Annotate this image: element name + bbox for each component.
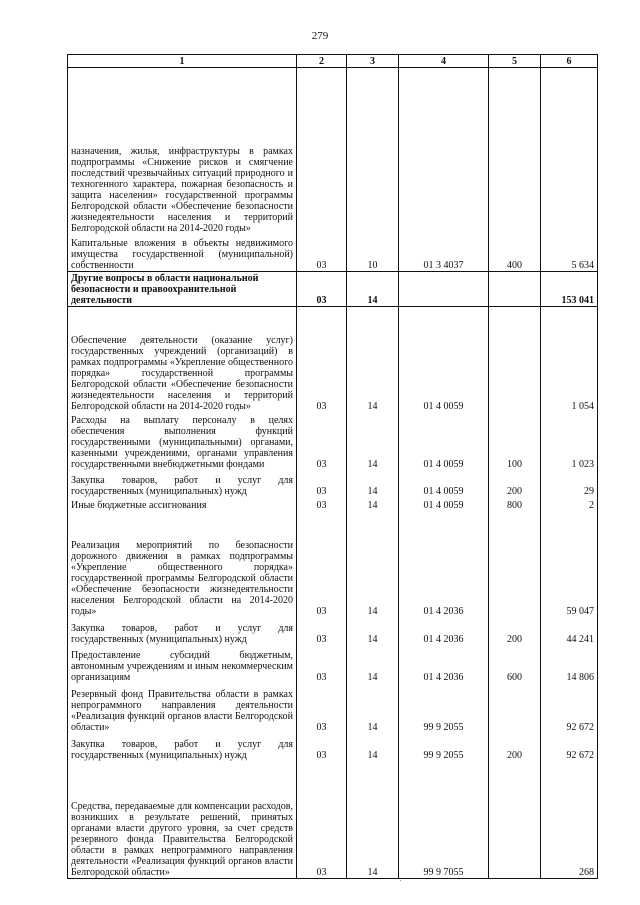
col-header-2: 2 (297, 55, 347, 68)
row-expense-type: 200 (489, 733, 541, 761)
row-expense-type (489, 68, 541, 234)
row-target-article: 01 4 0059 (399, 470, 489, 497)
row-subsection: 14 (347, 511, 399, 617)
col-header-6: 6 (541, 55, 598, 68)
row-target-article: 01 4 0059 (399, 412, 489, 470)
row-amount: 268 (541, 761, 598, 879)
row-target-article: 01 4 2036 (399, 617, 489, 645)
row-subsection: 14 (347, 617, 399, 645)
row-name: Средства, передаваемые для компенсации расходов, возникших в результате решений, принятых органами власти другого уровня, за счет средств резервного фонда Правительства Белгородской области в рамках непрограммного направления деятельности «Реализация функций органов власти Белгородской области» (68, 761, 297, 879)
row-target-article: 01 3 4037 (399, 234, 489, 272)
row-target-article: 99 9 7055 (399, 761, 489, 879)
col-header-4: 4 (399, 55, 489, 68)
row-target-article: 99 9 2055 (399, 733, 489, 761)
table-row (68, 645, 598, 683)
table-row (68, 683, 598, 733)
row-amount: 92 672 (541, 683, 598, 733)
row-expense-type (489, 272, 541, 307)
row-amount: 92 672 (541, 733, 598, 761)
row-section: 03 (297, 617, 347, 645)
row-subsection: 14 (347, 497, 399, 511)
row-name: Резервный фонд Правительства области в рамках непрограммного направления деятельности «Реализация функций органов власти Белгородской области» (68, 683, 297, 733)
row-target-article (399, 68, 489, 234)
header-row (68, 55, 598, 68)
table-row (68, 497, 598, 511)
table-row (68, 733, 598, 761)
row-expense-type: 100 (489, 412, 541, 470)
row-section: 03 (297, 272, 347, 307)
row-expense-type (489, 761, 541, 879)
row-expense-type (489, 511, 541, 617)
row-amount: 14 806 (541, 645, 598, 683)
row-name: Расходы на выплату персоналу в целях обеспечения выполнения функций государственными (муниципальными) органами, казенными учреждениями, органами управления государственными внебюджетными фондами (68, 412, 297, 470)
table-row (68, 234, 598, 272)
col-header-3: 3 (347, 55, 399, 68)
row-target-article (399, 272, 489, 307)
row-section: 03 (297, 497, 347, 511)
row-subsection: 10 (347, 234, 399, 272)
page-number: 279 (311, 30, 329, 42)
section-row (68, 272, 598, 307)
row-name: Закупка товаров, работ и услуг для государственных (муниципальных) нужд (68, 733, 297, 761)
row-amount: 5 634 (541, 234, 598, 272)
row-section: 03 (297, 645, 347, 683)
row-subsection: 14 (347, 683, 399, 733)
table-row (68, 617, 598, 645)
row-section: 03 (297, 733, 347, 761)
row-subsection (347, 68, 399, 234)
col-header-1: 1 (68, 55, 297, 68)
row-amount: 59 047 (541, 511, 598, 617)
row-target-article: 99 9 2055 (399, 683, 489, 733)
table-row (68, 511, 598, 617)
row-name: назначения, жилья, инфраструктуры в рамках подпрограммы «Снижение рисков и смягчение последствий чрезвычайных ситуаций природного и техногенного характера, пожарная безопасность и защита населения» государственной программы Белгородской области «Обеспечение безопасности жизнедеятельности населения и территорий Белгородской области на 2014-2020 годы» (68, 68, 297, 234)
row-section: 03 (297, 412, 347, 470)
row-section (297, 68, 347, 234)
row-amount: 1 054 (541, 307, 598, 412)
row-name: Обеспечение деятельности (оказание услуг) государственных учреждений (организаций) в рамках подпрограммы «Укрепление общественного порядка» государственной программы Белгородской области «Обеспечение безопасности жизнедеятельности населения и территорий Белгородской области на 2014-2020 годы» (68, 307, 297, 412)
row-section: 03 (297, 683, 347, 733)
row-subsection: 14 (347, 307, 399, 412)
table-row (68, 412, 598, 470)
row-section: 03 (297, 234, 347, 272)
row-target-article: 01 4 0059 (399, 307, 489, 412)
row-amount: 1 023 (541, 412, 598, 470)
row-amount: 2 (541, 497, 598, 511)
table-row (68, 68, 598, 234)
row-section: 03 (297, 761, 347, 879)
row-expense-type: 200 (489, 470, 541, 497)
row-amount (541, 68, 598, 234)
row-expense-type (489, 683, 541, 733)
row-section: 03 (297, 511, 347, 617)
row-name: Предоставление субсидий бюджетным, автономным учреждениям и иным некоммерческим организациям (68, 645, 297, 683)
table-row (68, 470, 598, 497)
row-name: Иные бюджетные ассигнования (68, 497, 297, 511)
row-subsection: 14 (347, 645, 399, 683)
row-expense-type: 600 (489, 645, 541, 683)
row-amount: 153 041 (541, 272, 598, 307)
table-row (68, 761, 598, 879)
col-header-5: 5 (489, 55, 541, 68)
row-subsection: 14 (347, 761, 399, 879)
scan-mark (400, 880, 401, 881)
row-name: Реализация мероприятий по безопасности дорожного движения в рамках подпрограммы «Укрепление общественного порядка» государственной программы Белгородской области «Обеспечение безопасности жизнедеятельности населения Белгородской области на 2014-2020 годы» (68, 511, 297, 617)
row-section: 03 (297, 307, 347, 412)
row-target-article: 01 4 0059 (399, 497, 489, 511)
row-expense-type: 400 (489, 234, 541, 272)
row-subsection: 14 (347, 272, 399, 307)
row-name: Капитальные вложения в объекты недвижимого имущества государственной (муниципальной) собственности (68, 234, 297, 272)
row-expense-type (489, 307, 541, 412)
row-name: Другие вопросы в области национальной безопасности и правоохранительной деятельности (68, 272, 297, 307)
row-target-article: 01 4 2036 (399, 645, 489, 683)
row-expense-type: 200 (489, 617, 541, 645)
row-subsection: 14 (347, 412, 399, 470)
row-section: 03 (297, 470, 347, 497)
row-target-article: 01 4 2036 (399, 511, 489, 617)
row-subsection: 14 (347, 733, 399, 761)
budget-table (67, 54, 598, 879)
row-expense-type: 800 (489, 497, 541, 511)
row-subsection: 14 (347, 470, 399, 497)
row-amount: 29 (541, 470, 598, 497)
row-name: Закупка товаров, работ и услуг для государственных (муниципальных) нужд (68, 617, 297, 645)
row-name: Закупка товаров, работ и услуг для государственных (муниципальных) нужд (68, 470, 297, 497)
table-row (68, 307, 598, 412)
row-amount: 44 241 (541, 617, 598, 645)
table-body (68, 68, 598, 879)
